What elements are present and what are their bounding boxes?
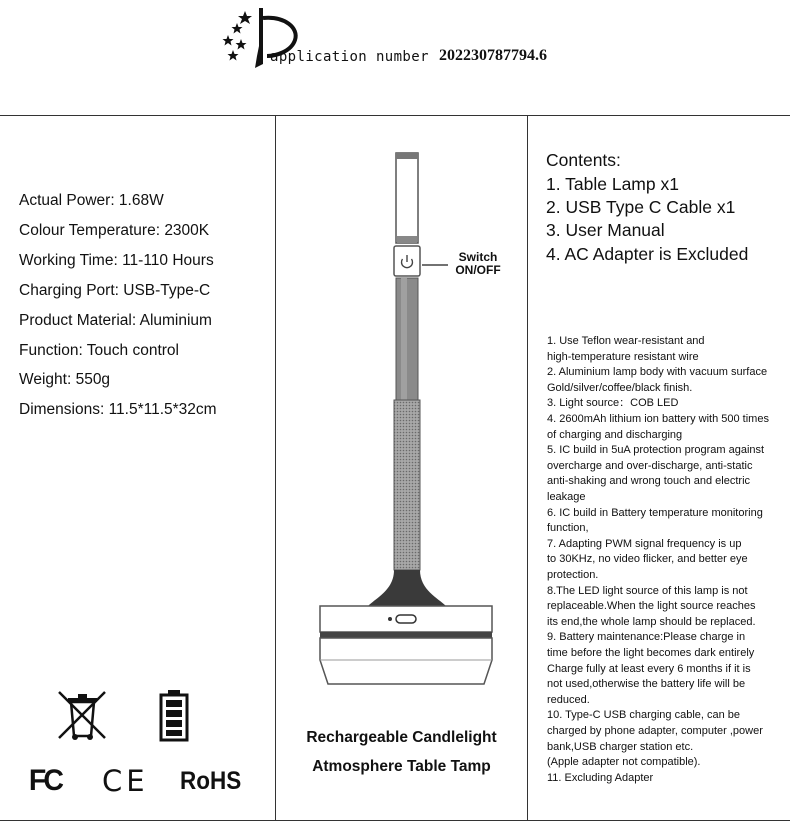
bottom-divider [0,820,790,821]
note-line: not used,otherwise the battery life will be [547,678,746,691]
note-line: 11. Excluding Adapter [547,771,654,784]
switch-label [448,251,508,277]
note-line: 4. 2600mAh lithium ion battery with 500 times [547,413,769,425]
spec-charging-port: Charging Port: USB-Type-C [19,282,211,299]
weee-crossed-bin-icon [55,688,110,743]
rohs-mark: RoHS [180,767,242,795]
note-line: of charging and discharging [547,428,683,441]
note-line: Gold/silver/coffee/black finish. [547,381,693,394]
note-line: 10. Type-C USB charging cable, can be [547,709,741,722]
note-line: time before the light becomes dark entirely [547,647,755,659]
switch-label-line1: Switch [458,250,498,264]
note-line: replaceable.When the light source reaches [547,600,756,613]
lamp-neck [368,570,446,606]
contents-item: 1. Table Lamp x1 [546,174,679,194]
usb-c-port [396,615,416,623]
note-line: anti-shaking and wrong touch and electric [547,475,751,488]
lamp-illustration [276,116,526,716]
application-number: 202230787794.6 [439,47,547,64]
spec-material: Product Material: Aluminium [19,312,212,329]
note-line: bank,USB charger station etc. [547,740,694,753]
lamp-mesh-grip [394,400,420,570]
note-line: reduced. [547,693,590,706]
note-line: 6. IC build in Battery temperature monitoring [547,506,763,519]
note-line: 2. Aluminium lamp body with vacuum surface [547,366,768,379]
application-label: application number [270,49,429,65]
contents-item: 4. AC Adapter is Excluded [546,244,749,264]
product-caption-line1: Rechargeable Candlelight [306,729,497,746]
note-line: to 30KHz, no video flicker, and better eye [547,553,748,566]
spec-weight: Weight: 550g [19,371,111,388]
note-line: 5. IC build in 5uA protection program against [547,444,765,457]
switch-label-line2: ON/OFF [455,263,501,277]
note-line: high-temperature resistant wire [547,350,699,363]
note-line: its end,the whole lamp should be replaced. [547,615,756,628]
note-line: 1. Use Teflon wear-resistant and [547,335,705,347]
note-line: Charge fully at least every 6 months if it is [547,662,751,675]
spec-working-time: Working Time: 11-110 Hours [19,252,214,269]
contents-title: Contents: [546,150,621,170]
note-line: 3. Light source：COB LED [547,397,679,410]
note-line: 7. Adapting PWM signal frequency is up [547,537,742,550]
fcc-mark: FC [28,764,62,797]
battery-icon [158,688,190,743]
spec-function: Function: Touch control [19,342,179,359]
spec-dimensions: Dimensions: 11.5*11.5*32cm [19,401,217,418]
column-divider-right [527,115,528,820]
note-line: 8.The LED light source of this lamp is not [547,584,748,597]
spec-power: Actual Power: 1.68W [19,192,164,209]
note-line: protection. [547,569,599,581]
note-line: charged by phone adapter, computer ,power [547,725,763,737]
note-line: function, [547,522,589,535]
product-caption-line2: Atmosphere Table Tamp [312,758,491,775]
header [0,0,790,115]
ce-mark: CE [102,764,149,798]
contents-item: 3. User Manual [546,220,665,240]
note-line: 9. Battery maintenance:Please charge in [547,631,746,644]
note-line: leakage [547,491,586,503]
lamp-base-bottom [320,638,492,684]
spec-colour-temperature: Colour Temperature: 2300K [19,222,210,239]
note-line: overcharge and over-discharge, anti-static [547,459,753,472]
contents-item: 2. USB Type C Cable x1 [546,197,736,217]
lamp-light-tube [396,153,418,243]
note-line: (Apple adapter not compatible). [547,756,701,769]
